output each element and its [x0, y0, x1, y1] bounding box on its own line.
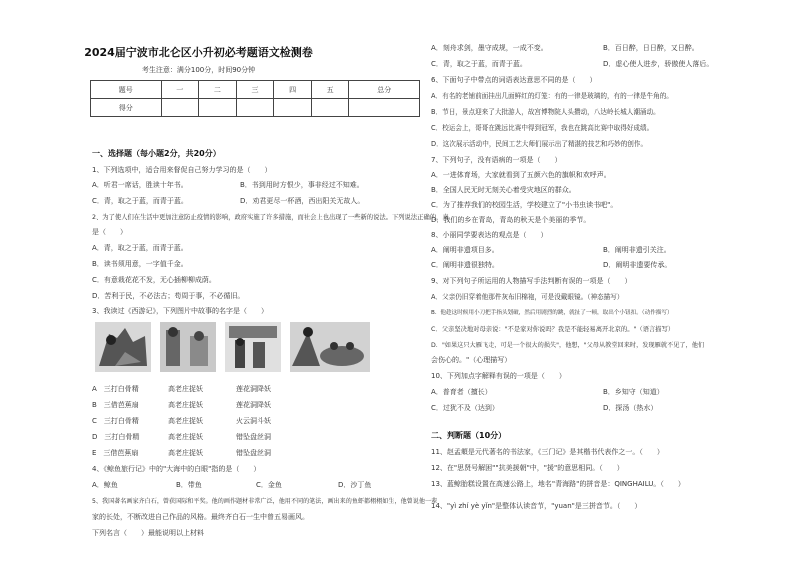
score-header-cell: 二	[199, 81, 237, 99]
q7-option-b: B．全国人民无时无刻关心着受灾地区的群众。	[431, 186, 576, 194]
illustration-scene-2	[160, 322, 216, 372]
q10-option-c: C．过犹不及（达到）	[431, 404, 499, 412]
q6-stem: 6、下面句子中带点的词语表达意思不同的是（ ）	[431, 76, 597, 84]
score-header-cell: 四	[274, 81, 312, 99]
score-table	[90, 80, 420, 117]
q7-option-d: D．我们的乡在青岛，青岛的秋天是个美丽的季节。	[431, 216, 591, 224]
q13-statement: 13、蓝鲸胎糕设置在高速公路上，地名"青海路"的拼音是：QINGHAILU。（ ）	[431, 480, 685, 488]
q3-option-a-3: 莲花洞降妖	[236, 385, 271, 393]
q1-option-a: A．听君一席话，胜读十年书。	[92, 181, 188, 189]
q3-option-c-3: 火云洞斗妖	[236, 417, 271, 425]
q9-option-b: B．他趁这时候用小刀把手指头划破，然后用剧烈的跳，就扯了一顿，取出个小钮扣。（动作描写）	[431, 310, 673, 316]
page-title: 2024届宁波市北仑区小升初必考题语文检测卷	[84, 46, 313, 59]
illustration-scene-1	[95, 322, 151, 372]
score-header-cell: 五	[311, 81, 349, 99]
q8-option-b: B．阐明非遗引关注。	[603, 246, 671, 254]
q1-option-c: C．青，取之于蓝，而青于蓝。	[92, 197, 188, 205]
q2-option-a: A．青，取之于蓝，而青于蓝。	[92, 244, 188, 252]
q3-option-d-2: 高老庄捉妖	[168, 433, 203, 441]
q2-option-d: D．苦利于民，不必法古；苟周于事，不必循旧。	[92, 292, 245, 300]
q3-option-b-1: B 三借芭蕉扇	[92, 401, 139, 409]
q1-option-d: D．劝君更尽一杯酒，西出阳关无故人。	[240, 197, 365, 205]
q8-option-d: D．阐明非遗要传承。	[603, 261, 672, 269]
q10-stem: 10、下列加点字解释有误的一项是（ ）	[431, 372, 566, 380]
q4-option-d: D．沙丁鱼	[338, 481, 372, 489]
q5-option-a: A．刻舟求剑，墨守成规，一成不变。	[431, 44, 548, 52]
q4-option-a: A．鲸鱼	[92, 481, 118, 489]
q5-line3: 下列名言（ ）最能说明以上材料	[92, 529, 204, 537]
q4-stem: 4、《鲸鱼旅行记》中的"大海中的白眼"指的是（ ）	[92, 465, 261, 473]
q5-option-d: D．虚心使人进步，骄傲使人落后。	[603, 60, 714, 68]
q3-option-b-2: 高老庄捉妖	[168, 401, 203, 409]
q3-option-e-1: E 三借芭蕉扇	[92, 449, 139, 457]
q4-option-b: B．带鱼	[176, 481, 202, 489]
score-cell[interactable]	[236, 99, 274, 117]
q6-option-a: A．有名的老铺前面挂出几面鲜红的灯笼：有的一律是玻璃的，有的一律是牛角的。	[431, 92, 673, 100]
q9-option-d-cont: 会伤心的。"（心理描写）	[431, 356, 512, 364]
q12-statement: 12、在"思贤号解困""抗美援朝"中，"援"的意思相同。（ ）	[431, 464, 624, 472]
score-header-cell: 总分	[349, 81, 420, 99]
q14-statement: 14、"yì zhí yè yǐn"是整体认读音节，"yuan"是三拼音节。（ ）	[431, 502, 642, 510]
score-header-cell: 三	[236, 81, 274, 99]
score-cell[interactable]	[199, 99, 237, 117]
score-header-cell: 一	[161, 81, 199, 99]
q3-option-a-1: A 三打白骨精	[92, 385, 139, 393]
score-row-label: 得分	[91, 99, 162, 117]
illustration-scene-4	[290, 322, 370, 372]
q5-line2: 家的长处，不断改进自己作品的风格。最终齐白石一生中曾五易画风。	[92, 513, 309, 521]
q3-option-d-1: D 三打白骨精	[92, 433, 140, 441]
score-cell[interactable]	[161, 99, 199, 117]
q7-stem: 7、下列句子，没有语病的一项是（ ）	[431, 156, 562, 164]
section2-heading: 二、判断题（10分）	[431, 431, 507, 440]
q1-stem: 1、下列选项中，适合用来督促自己努力学习的是（ ）	[92, 166, 272, 174]
q9-option-c: C．父亲坚决地对母亲说："不是家对你说吗？我是不能轻易离开北京的。"（语言描写）	[431, 326, 675, 333]
q6-option-d: D．这次展示活动中，民间工艺大师们展示出了精湛的技艺和巧妙的创作。	[431, 140, 648, 148]
q2-stem: 2、为了使人们在生活中更加注意防止疫情的影响，政府实施了许多措施，而社会上也出现了一些新的说法。下列说法正确的，真	[92, 214, 449, 221]
q9-stem: 9、对下列句子所运用的人物描写手法判断有误的一项是（ ）	[431, 277, 632, 285]
q7-option-c: C．为了推荐我们的校园生活，学校建立了"小书虫读书吧"。	[431, 201, 618, 209]
q8-option-c: C．阐明非遗很独特。	[431, 261, 499, 269]
q3-option-c-2: 高老庄捉妖	[168, 417, 203, 425]
q4-option-c: C．金鱼	[256, 481, 282, 489]
q6-option-b: B．节日，景点迎来了大批游人，故宫博物院人头攒动，八达岭长城人潮涌动。	[431, 108, 660, 116]
q1-option-b: B．书到用时方恨少，事非经过不知难。	[240, 181, 364, 189]
q6-option-c: C．校运会上，哥哥在跳远比赛中得到冠军，我也在跳高比赛中取得好成绩。	[431, 124, 654, 132]
q5-option-b: B．百日醉，日日醉，又日醉。	[603, 44, 699, 52]
q9-option-d: D．"如果这只大雁飞走，可是一个很大的损失"，他想，"父母从教堂回来时，发现雁就不见了，他们	[431, 342, 705, 349]
exam-notice: 考生注意：满分100分，时间90分钟	[141, 66, 256, 74]
q2-option-c: C．有意栽花花不发，无心插柳柳成荫。	[92, 276, 216, 284]
score-row	[91, 99, 420, 117]
q8-stem: 8、小丽同学要表达的观点是（ ）	[431, 231, 548, 239]
q3-option-d-3: 错坠盘丝洞	[236, 433, 271, 441]
q3-option-e-3: 错坠盘丝洞	[236, 449, 271, 457]
q11-statement: 11、赵孟頫是元代著名的书法家，《三门记》是其楷书代表作之一。（ ）	[431, 448, 664, 456]
q3-option-e-2: 高老庄捉妖	[168, 449, 203, 457]
score-header-row	[91, 81, 420, 99]
q9-option-a: A．父亲仍旧穿着他那件灰布旧棉袍，可是没戴眼镜。（神态描写）	[431, 293, 624, 301]
q2-option-b: B．读书须用意，一字值千金。	[92, 260, 188, 268]
q3-option-c-1: C 三打白骨精	[92, 417, 139, 425]
q3-option-a-2: 高老庄捉妖	[168, 385, 203, 393]
q10-option-d: D．探汤（热水）	[603, 404, 658, 412]
q10-option-b: B．乡知守（知道）	[603, 388, 664, 396]
score-cell[interactable]	[349, 99, 420, 117]
q3-option-b-3: 莲花洞降妖	[236, 401, 271, 409]
score-header-cell: 题号	[91, 81, 162, 99]
q7-option-a: A．一进体育场，大家就看到了五颜六色的旗帜和欢呼声。	[431, 171, 611, 179]
q8-option-a: A．阐明非遗项目多。	[431, 246, 499, 254]
q3-stem: 3、我读过《西游记》，下列图片中故事的名字是（ ）	[92, 307, 268, 315]
score-cell[interactable]	[311, 99, 349, 117]
q5-option-c: C．青，取之于蓝，而青于蓝。	[431, 60, 527, 68]
score-cell[interactable]	[274, 99, 312, 117]
q2-stem-cont: 是（ ）	[92, 228, 127, 236]
q5-line1: 5、我国著名画家齐白石，曾获国际和平奖。他的画作题材非常广泛，他用不同的笔法，画出来的鱼虾都栩栩如生，他曾说他一辈	[92, 498, 438, 505]
section1-heading: 一、选择题（每小题2分，共20分）	[92, 149, 221, 158]
illustration-scene-3	[225, 322, 281, 372]
q10-option-a: A．普育者（擅长）	[431, 388, 492, 396]
